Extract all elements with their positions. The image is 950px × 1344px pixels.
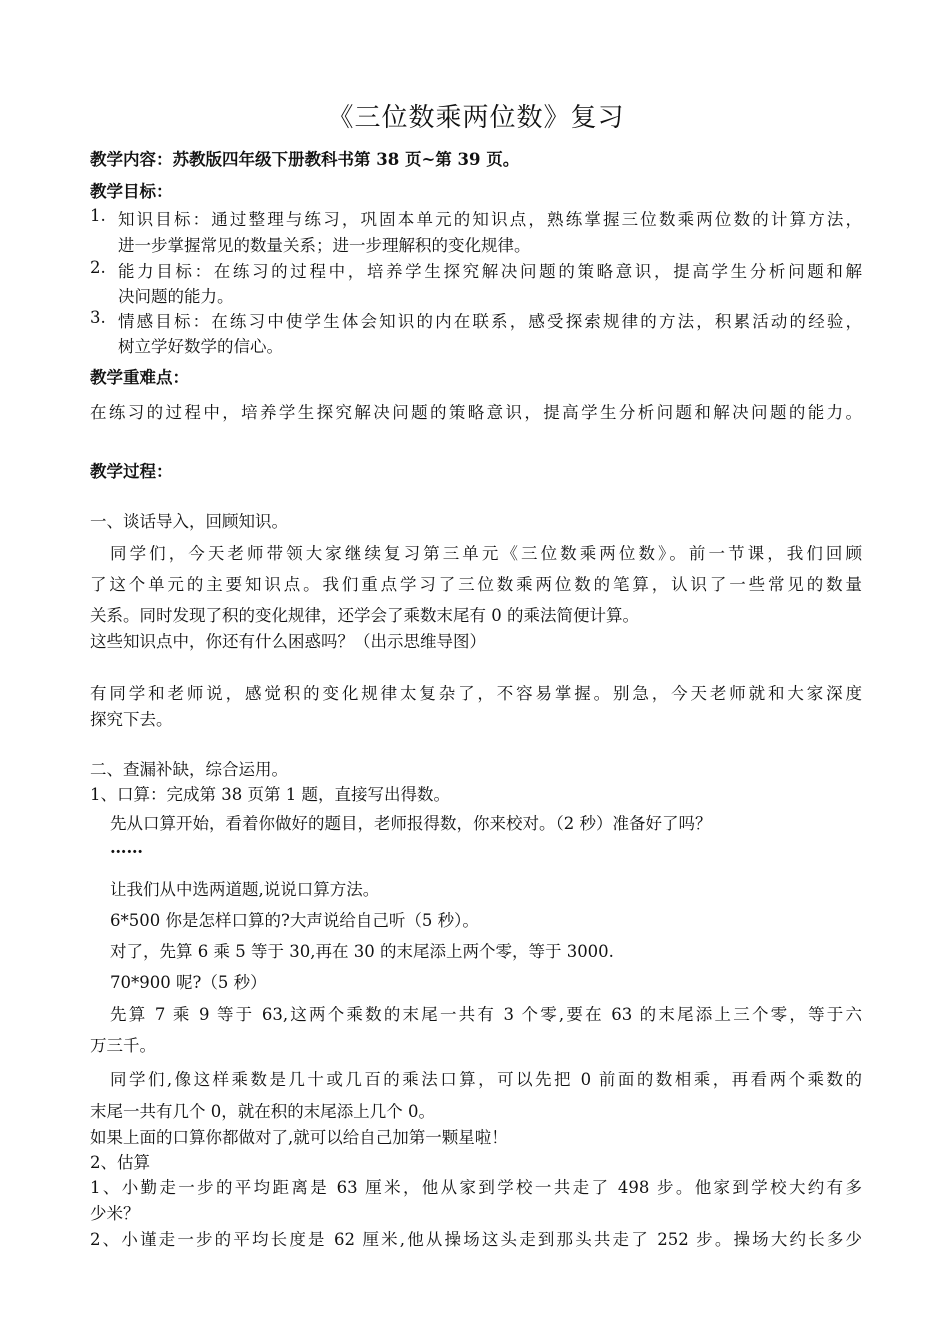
script-line-2: 让我们从中选两道题,说说口算方法。: [110, 880, 380, 899]
goal-number: 1.: [90, 206, 106, 225]
goal-number: 3.: [90, 308, 106, 327]
question-2-line1: 2、小谨走一步的平均长度是 62 厘米,他从操场这头走到那头共走了 252 步。操场大约长多少: [90, 1230, 862, 1249]
goals-heading: 教学目标：: [90, 182, 173, 201]
goal-text-line2: 决问题的能力。: [118, 287, 234, 306]
script-line-7b: 末尾一共有几个 0，就在积的末尾添上几个 0。: [90, 1102, 435, 1121]
paragraph-2-line1: 有同学和老师说，感觉积的变化规律太复杂了，不容易掌握。别急，今天老师就和大家深度: [90, 684, 862, 703]
goal-text-line2: 树立学好数学的信心。: [118, 337, 283, 356]
key-points-heading: 教学重难点：: [90, 368, 189, 387]
process-heading: 教学过程：: [90, 462, 173, 481]
question-1-line2: 少米？: [90, 1204, 140, 1223]
script-line-7a: 同学们,像这样乘数是几十或几百的乘法口算，可以先把 0 前面的数相乘，再看两个乘数的: [110, 1070, 862, 1089]
teaching-content: 教学内容：苏教版四年级下册教科书第 38 页~第 39 页。: [90, 150, 520, 169]
paragraph-1-line1: 同学们，今天老师带领大家继续复习第三单元《三位数乘两位数》。前一节课，我们回顾: [110, 544, 862, 563]
paragraph-1-line4: 这些知识点中，你还有什么困惑吗？（出示思维导图）: [90, 632, 486, 651]
goal-number: 2.: [90, 258, 106, 277]
goal-text-line1: 知识目标：通过整理与练习，巩固本单元的知识点，熟练掌握三位数乘两位数的计算方法，: [118, 210, 862, 229]
goal-text-line1: 情感目标：在练习中使学生体会知识的内在联系，感受探索规律的方法，积累活动的经验，: [118, 312, 862, 331]
script-line-8: 如果上面的口算你都做对了,就可以给自己加第一颗星啦！: [90, 1128, 508, 1147]
ellipsis: ……: [110, 838, 143, 857]
goal-text-line2: 进一步掌握常见的数量关系；进一步理解积的变化规律。: [118, 236, 531, 255]
script-line-4: 对了，先算 6 乘 5 等于 30,再在 30 的末尾添上两个零，等于 3000.: [110, 942, 614, 961]
script-line-3: 6*500 你是怎样口算的?大声说给自己听（5 秒）。: [110, 911, 479, 930]
paragraph-1-line2: 了这个单元的主要知识点。我们重点学习了三位数乘两位数的笔算，认识了一些常见的数量: [90, 575, 862, 594]
key-points-text: 在练习的过程中，培养学生探究解决问题的策略意识，提高学生分析问题和解决问题的能力。: [90, 403, 862, 422]
script-line-6b: 万三千。: [90, 1036, 156, 1055]
script-line-5: 70*900 呢?（5 秒）: [110, 973, 267, 992]
script-line-1: 先从口算开始，看着你做好的题目，老师报得数，你来校对。（2 秒）准备好了吗？: [110, 814, 712, 833]
section-1-title: 一、谈话导入，回顾知识。: [90, 512, 288, 531]
paragraph-2-line2: 探究下去。: [90, 710, 173, 729]
paragraph-1-line3: 关系。同时发现了积的变化规律，还学会了乘数末尾有 0 的乘法简便计算。: [90, 606, 639, 625]
question-1-line1: 1、小勤走一步的平均距离是 63 厘米，他从家到学校一共走了 498 步。他家到学校大约有多: [90, 1178, 862, 1197]
script-line-6a: 先算 7 乘 9 等于 63,这两个乘数的末尾一共有 3 个零,要在 63 的末尾添上三个零，等于六: [110, 1005, 862, 1024]
goal-text-line1: 能力目标：在练习的过程中，培养学生探究解决问题的策略意识，提高学生分析问题和解: [118, 262, 862, 281]
page-title: 《三位数乘两位数》复习: [327, 103, 625, 133]
item-1-title: 1、口算：完成第 38 页第 1 题，直接写出得数。: [90, 785, 450, 804]
section-2-title: 二、查漏补缺，综合运用。: [90, 760, 288, 779]
item-2-title: 2、估算: [90, 1153, 150, 1172]
